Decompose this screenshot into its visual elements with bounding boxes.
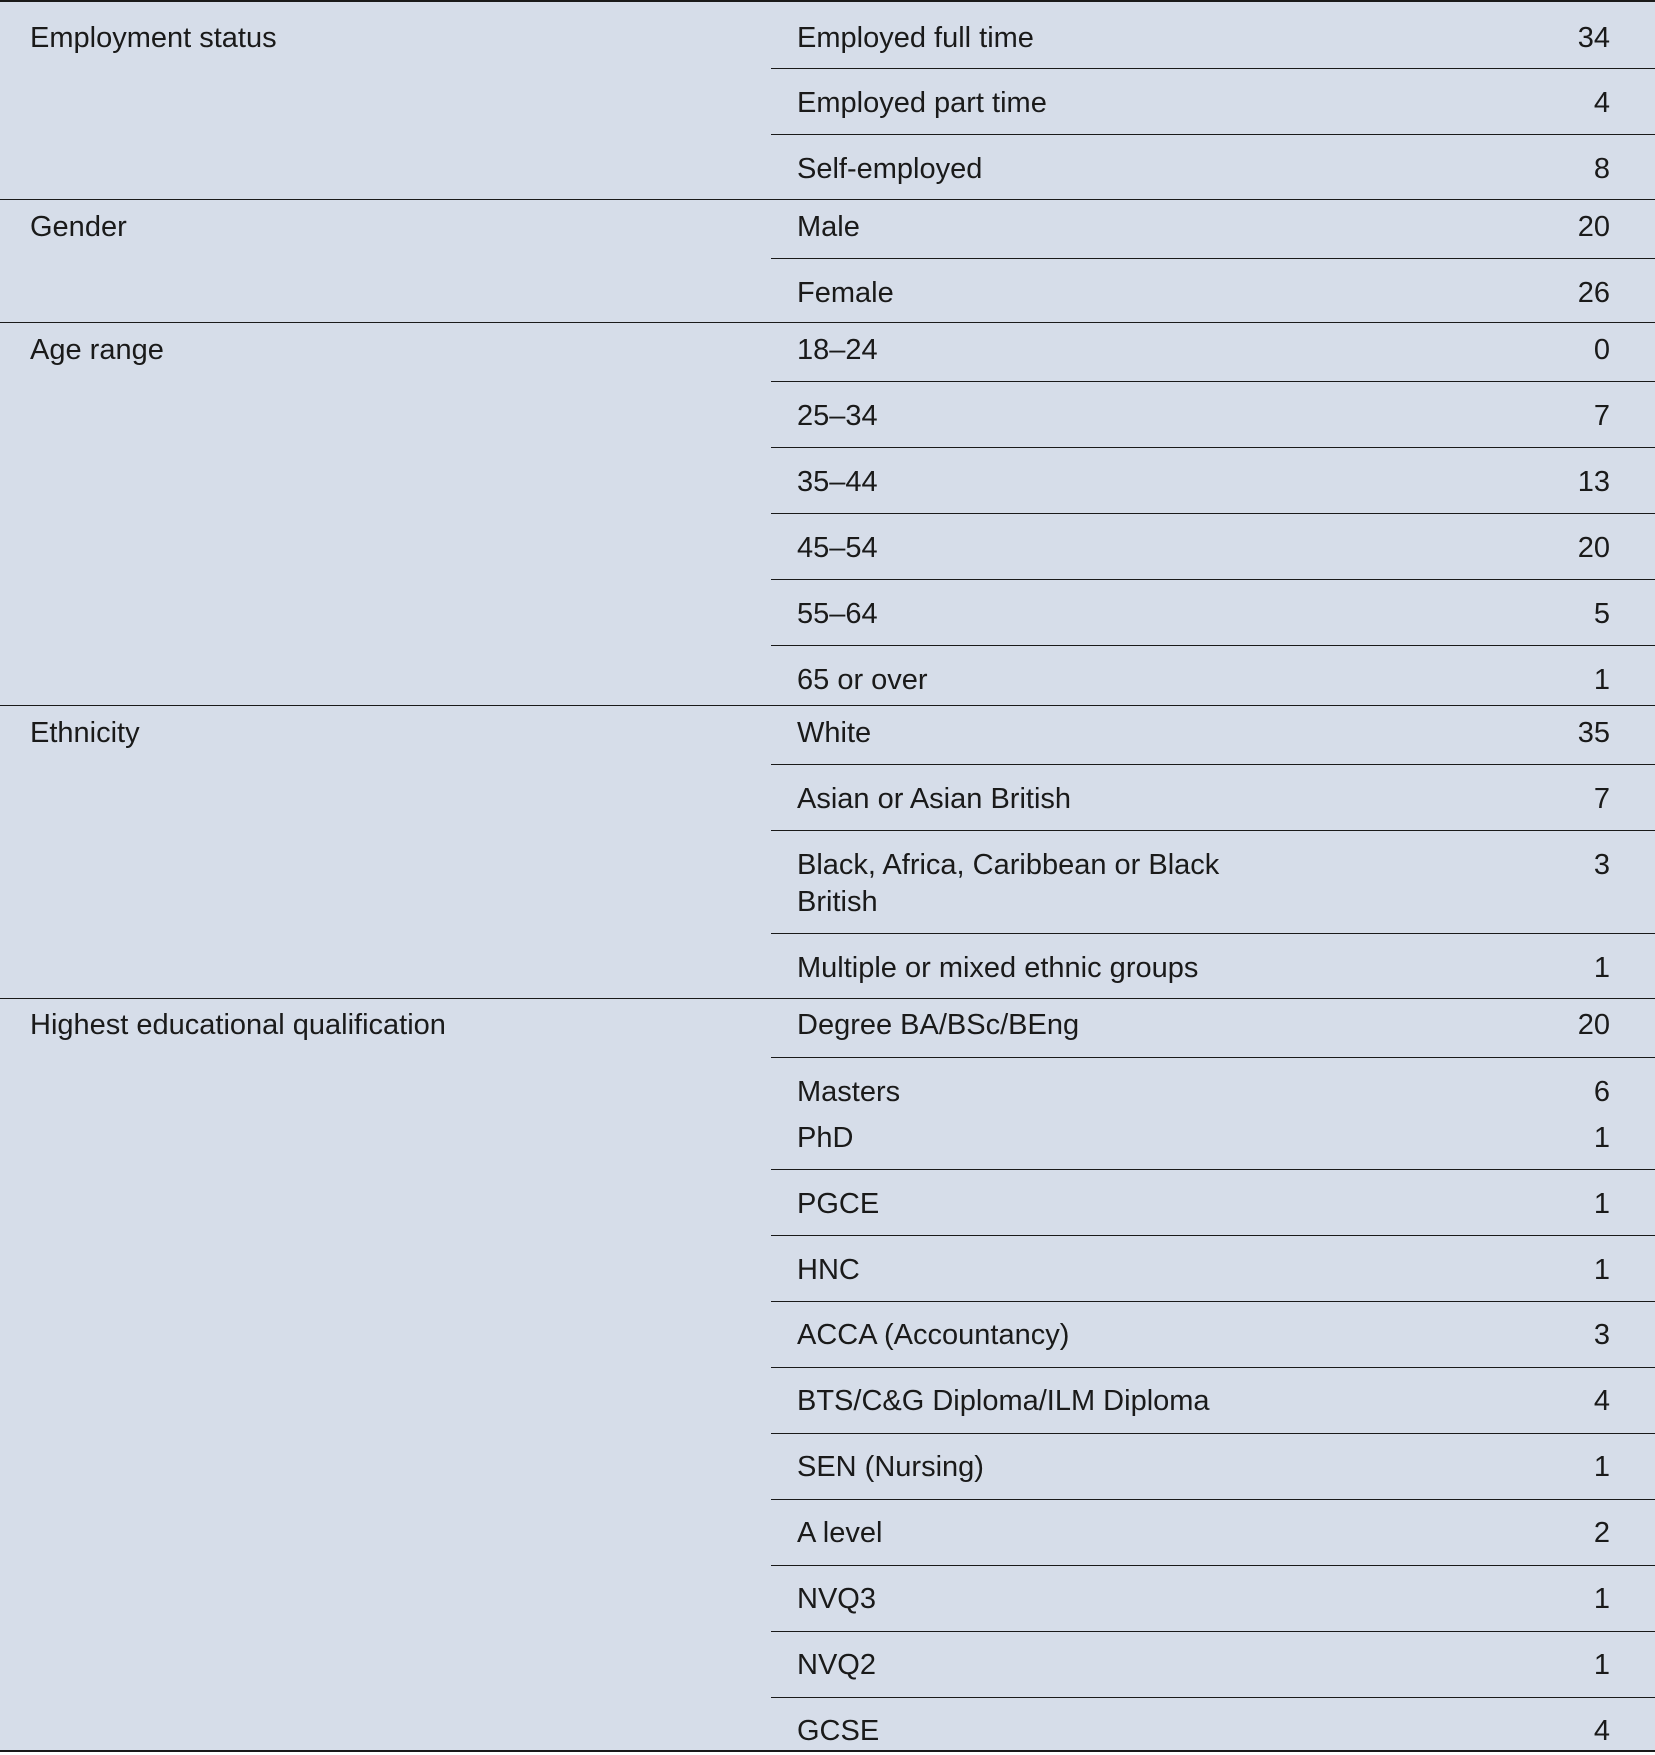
row-label: 45–54 bbox=[797, 532, 878, 564]
row-label: White bbox=[797, 717, 872, 749]
row-label: NVQ3 bbox=[797, 1583, 876, 1615]
row-value: 34 bbox=[1577, 22, 1610, 54]
row-value: 4 bbox=[1593, 1385, 1610, 1417]
row-label: 65 or over bbox=[797, 664, 928, 696]
section-age-range bbox=[0, 322, 1655, 705]
row-label: 18–24 bbox=[797, 334, 878, 366]
row-value: 1 bbox=[1593, 1188, 1610, 1220]
section-gender bbox=[0, 199, 1655, 322]
row-label: NVQ2 bbox=[797, 1649, 876, 1681]
row-value: 1 bbox=[1593, 664, 1610, 696]
row-value: 8 bbox=[1593, 153, 1610, 185]
table-row bbox=[771, 999, 1655, 1057]
row-value: 0 bbox=[1593, 334, 1610, 366]
row-value: 1 bbox=[1593, 1583, 1610, 1615]
category-label: Ethnicity bbox=[30, 717, 140, 749]
row-value: 26 bbox=[1577, 277, 1610, 309]
row-label: Employed part time bbox=[797, 87, 1047, 119]
row-label: A level bbox=[797, 1517, 883, 1549]
row-label: Female bbox=[797, 277, 894, 309]
section-highest-educational-qualification bbox=[0, 998, 1655, 1752]
section-employment-status bbox=[0, 2, 1655, 199]
category-label: Highest educational qualification bbox=[30, 1009, 446, 1041]
row-value: 1 bbox=[1593, 1451, 1610, 1483]
row-label: Male bbox=[797, 211, 860, 243]
row-value: 1 bbox=[1593, 952, 1610, 984]
table-row bbox=[771, 933, 1655, 999]
table-row bbox=[771, 513, 1655, 579]
row-value: 3 bbox=[1593, 1319, 1610, 1351]
table-row bbox=[771, 1301, 1655, 1367]
row-label: Employed full time bbox=[797, 22, 1034, 54]
table-row bbox=[771, 1631, 1655, 1697]
row-label: 25–34 bbox=[797, 400, 878, 432]
row-label: BTS/C&G Diploma/ILM Diploma bbox=[797, 1385, 1210, 1417]
row-value: 4 bbox=[1593, 87, 1610, 119]
table-row bbox=[771, 645, 1655, 706]
table-row bbox=[771, 1169, 1655, 1235]
table-row bbox=[771, 447, 1655, 513]
row-label: ACCA (Accountancy) bbox=[797, 1319, 1070, 1351]
table-row bbox=[771, 68, 1655, 134]
table-row bbox=[771, 200, 1655, 258]
row-label: Self-employed bbox=[797, 153, 983, 185]
row-value: 6 bbox=[1593, 1076, 1610, 1108]
row-label: Black, Africa, Caribbean or Black British bbox=[797, 849, 1220, 918]
row-value: 20 bbox=[1577, 211, 1610, 243]
row-value: 1 bbox=[1593, 1254, 1610, 1286]
table-row bbox=[771, 830, 1655, 933]
row-label: 35–44 bbox=[797, 466, 878, 498]
table-row bbox=[771, 1057, 1655, 1169]
row-label: Degree BA/BSc/BEng bbox=[797, 1009, 1080, 1041]
category-label: Age range bbox=[30, 334, 164, 366]
row-value: 2 bbox=[1593, 1517, 1610, 1549]
row-label: Masters bbox=[797, 1076, 901, 1108]
table-row bbox=[771, 323, 1655, 381]
table-row bbox=[771, 1235, 1655, 1301]
table-row bbox=[771, 2, 1655, 68]
row-value: 20 bbox=[1577, 1009, 1610, 1041]
row-value: 4 bbox=[1593, 1715, 1610, 1747]
category-label: Gender bbox=[30, 211, 127, 243]
row-label: PhD bbox=[797, 1122, 854, 1154]
table-row bbox=[771, 134, 1655, 199]
row-value: 1 bbox=[1593, 1122, 1610, 1154]
row-value: 13 bbox=[1577, 466, 1610, 498]
row-value: 3 bbox=[1593, 849, 1610, 881]
table-row bbox=[771, 1499, 1655, 1565]
row-label: HNC bbox=[797, 1254, 860, 1286]
row-label: Multiple or mixed ethnic groups bbox=[797, 952, 1199, 984]
row-value: 35 bbox=[1577, 717, 1610, 749]
row-label: PGCE bbox=[797, 1188, 880, 1220]
row-value: 1 bbox=[1593, 1649, 1610, 1681]
row-label: 55–64 bbox=[797, 598, 878, 630]
table-row bbox=[771, 1367, 1655, 1433]
row-label: SEN (Nursing) bbox=[797, 1451, 984, 1483]
section-ethnicity bbox=[0, 705, 1655, 998]
table-row bbox=[771, 1697, 1655, 1753]
table-row bbox=[771, 579, 1655, 645]
table-row bbox=[771, 706, 1655, 764]
row-value: 5 bbox=[1593, 598, 1610, 630]
table-row bbox=[771, 1433, 1655, 1499]
row-value: 7 bbox=[1593, 783, 1610, 815]
row-label: Asian or Asian British bbox=[797, 783, 1072, 815]
table-row bbox=[771, 258, 1655, 323]
row-value: 20 bbox=[1577, 532, 1610, 564]
table-row bbox=[771, 1565, 1655, 1631]
table-row bbox=[771, 381, 1655, 447]
row-label: GCSE bbox=[797, 1715, 880, 1747]
category-label: Employment status bbox=[30, 22, 277, 54]
table-row bbox=[771, 764, 1655, 830]
row-value: 7 bbox=[1593, 400, 1610, 432]
